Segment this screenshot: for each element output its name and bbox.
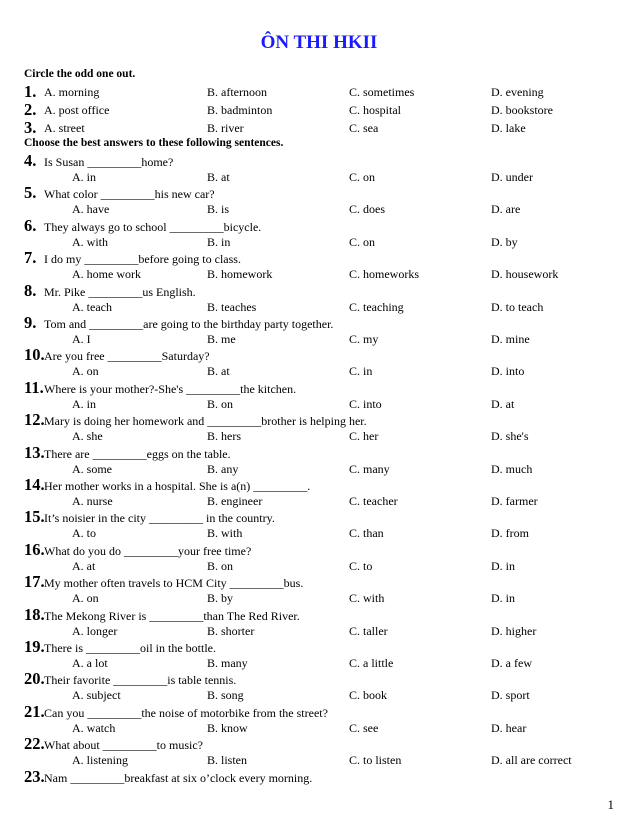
answer-option[interactable]: B. at (207, 170, 230, 184)
question-row (24, 669, 236, 689)
answer-option[interactable]: A. watch (72, 720, 116, 735)
question-number-text: 2. (24, 100, 37, 119)
question-row (24, 216, 261, 236)
answer-option[interactable]: D. hear (491, 720, 527, 735)
question-number: 11. (24, 377, 44, 397)
answer-option[interactable]: A. longer (72, 623, 118, 638)
answer-option[interactable]: C. than (349, 526, 384, 541)
question-number: 14. (24, 475, 45, 494)
question-row (24, 572, 303, 592)
answer-option[interactable]: A. she (72, 429, 103, 444)
answer-option[interactable]: B. song (207, 688, 244, 703)
answer-option[interactable]: A. listening (72, 753, 128, 768)
answer-option[interactable]: A. on (72, 364, 99, 379)
answer-option[interactable]: C. hospital (349, 103, 402, 117)
question-text: Tom and _________are going to the birthday party together. (44, 317, 334, 331)
question-number: 20. (24, 669, 45, 689)
answer-option[interactable]: D. in (491, 591, 515, 606)
answer-option[interactable]: B. any (207, 461, 239, 476)
answer-option[interactable]: C. a little (349, 656, 394, 670)
answer-option[interactable]: C. does (349, 202, 385, 217)
question-row (24, 605, 300, 625)
question-row (24, 248, 241, 268)
answer-option[interactable]: A. subject (72, 688, 121, 703)
answer-option[interactable]: A. post office (44, 103, 110, 117)
answer-option[interactable]: D. by (491, 234, 518, 249)
answer-option[interactable]: B. with (207, 526, 243, 541)
question-row (24, 410, 367, 430)
question-row (24, 378, 296, 398)
question-number: 5. (24, 183, 37, 203)
answer-option[interactable]: B. engineer (207, 494, 263, 508)
answer-option[interactable]: A. nurse (72, 494, 113, 508)
question-text: What about _________to music? (44, 738, 203, 753)
question-number: 13. (24, 442, 45, 462)
answer-option[interactable]: C. with (349, 591, 385, 606)
question-text: What color _________his new car? (44, 187, 215, 202)
answer-option[interactable]: B. by (207, 591, 234, 606)
answer-option[interactable]: D. in (491, 558, 515, 573)
question-row (24, 475, 310, 495)
answer-option[interactable]: C. sea (349, 121, 379, 135)
question-row (24, 345, 210, 365)
answer-option[interactable]: C. sometimes (349, 85, 415, 99)
answer-option[interactable]: C. to listen (349, 753, 402, 768)
question-text: Mr. Pike _________us English. (44, 284, 196, 299)
answer-option[interactable]: C. my (349, 332, 379, 346)
question-text: I do my _________before going to class. (44, 252, 241, 267)
question-text: There are _________eggs on the table. (44, 446, 231, 461)
answer-option[interactable]: C. many (349, 461, 390, 476)
answer-option[interactable]: D. are (491, 202, 521, 217)
answer-option[interactable]: B. know (207, 720, 248, 735)
answer-option[interactable]: B. on (207, 396, 234, 411)
answer-option[interactable]: A. on (72, 591, 99, 606)
question-number-text: 3. (24, 118, 37, 137)
answer-option[interactable]: B. many (207, 656, 248, 670)
question-text: It’s noisier in the city _________ in the country. (44, 511, 275, 526)
question-number: 21. (24, 701, 45, 721)
section-heading-best-answers: Choose the best answers to these following sentences. (24, 137, 284, 149)
question-number-text: 1. (24, 82, 37, 101)
question-number: 18. (24, 604, 45, 624)
answer-option[interactable]: C. to (349, 558, 373, 573)
answer-option[interactable]: B. afternoon (207, 85, 267, 99)
answer-option[interactable]: D. from (491, 526, 529, 541)
answer-option[interactable]: C. see (349, 720, 379, 735)
question-text: Where is your mother?-She's _________the kitchen. (44, 381, 297, 396)
question-number (24, 118, 44, 138)
answer-option[interactable]: D. at (491, 396, 515, 411)
question-row (24, 281, 196, 301)
question-number: 6. (24, 215, 37, 235)
answer-option[interactable]: A. street (44, 121, 85, 135)
question-number: 23. (24, 766, 45, 786)
answer-option[interactable]: D. bookstore (491, 103, 553, 117)
question-number: 12. (24, 410, 45, 430)
question-text: The Mekong River is _________than The Red River. (44, 608, 300, 623)
answer-option[interactable]: D. evening (491, 85, 544, 99)
question-number: 10. (24, 345, 45, 365)
answer-option[interactable]: C. book (349, 688, 388, 703)
question-row (24, 183, 215, 203)
answer-option[interactable]: A. home work (72, 267, 141, 282)
question-text: Their favorite _________is table tennis. (44, 673, 237, 688)
question-row (24, 151, 173, 171)
answer-option[interactable]: D. mine (491, 332, 530, 346)
question-text: Her mother works in a hospital. She is a(n) _________. (44, 479, 311, 493)
answer-option[interactable]: D. much (491, 461, 533, 476)
answer-option[interactable]: A. have (72, 202, 110, 217)
answer-option[interactable]: B. on (207, 558, 234, 573)
question-text: Mary is doing her homework and _________brother is helping her. (44, 414, 367, 429)
question-number (24, 100, 44, 120)
answer-option[interactable]: D. higher (491, 623, 537, 638)
answer-option[interactable]: B. hers (207, 429, 241, 444)
answer-option[interactable]: C. teaching (349, 299, 404, 314)
question-number: 16. (24, 539, 45, 559)
question-text: Is Susan _________home? (44, 155, 174, 169)
question-number: 15. (24, 507, 45, 527)
answer-option[interactable]: C. into (349, 396, 382, 411)
page-number: 1 (607, 797, 614, 812)
question-text: Are you free _________Saturday? (44, 349, 210, 364)
answer-option[interactable]: B. me (207, 332, 236, 346)
answer-option[interactable]: A. in (72, 396, 96, 411)
question-number: 9. (24, 313, 37, 332)
answer-option[interactable]: A. a lot (72, 656, 108, 670)
question-number: 22. (24, 734, 45, 754)
question-row (24, 507, 275, 527)
question-number: 7. (24, 248, 37, 268)
answer-option[interactable]: A. at (72, 558, 96, 573)
question-text: They always go to school _________bicycle. (44, 219, 262, 234)
question-row (24, 734, 203, 754)
answer-option[interactable]: B. river (207, 121, 244, 135)
question-number: 19. (24, 637, 45, 656)
question-row (24, 540, 251, 560)
answer-option[interactable]: C. on (349, 234, 376, 249)
question-text: My mother often travels to HCM City _________bus. (44, 576, 304, 591)
answer-option[interactable]: A. I (72, 332, 91, 346)
answer-option[interactable]: D. housework (491, 267, 559, 282)
answer-option[interactable]: C. homeworks (349, 267, 419, 282)
answer-option[interactable]: B. is (207, 202, 230, 217)
answer-option[interactable]: C. on (349, 170, 376, 184)
question-row (24, 637, 216, 657)
answer-option[interactable]: C. teacher (349, 494, 398, 508)
answer-option[interactable]: D. all are correct (491, 753, 572, 768)
answer-option[interactable]: A. teach (72, 299, 112, 314)
answer-option[interactable]: D. she's (491, 429, 529, 444)
answer-option[interactable]: C. her (349, 429, 379, 444)
answer-option[interactable]: A. in (72, 170, 96, 184)
answer-option[interactable]: C. in (349, 364, 373, 379)
answer-option[interactable]: D. farmer (491, 494, 538, 508)
question-number (24, 82, 44, 102)
answer-option[interactable]: B. badminton (207, 103, 273, 117)
question-row (24, 767, 312, 787)
answer-option[interactable]: B. shorter (207, 623, 255, 638)
answer-option[interactable]: A. morning (44, 85, 100, 99)
question-number: 17. (24, 572, 45, 592)
answer-option[interactable]: D. a few (491, 656, 532, 670)
answer-option[interactable]: B. listen (207, 753, 248, 768)
answer-option[interactable]: B. in (207, 234, 231, 249)
answer-option[interactable]: D. to teach (491, 299, 544, 314)
answer-option[interactable]: D. under (491, 170, 533, 184)
answer-option[interactable]: A. to (72, 526, 96, 541)
answer-option[interactable]: C. taller (349, 623, 388, 638)
question-text: There is _________oil in the bottle. (44, 641, 216, 655)
question-number: 8. (24, 280, 37, 300)
answer-option[interactable]: A. with (72, 234, 108, 249)
question-row (24, 702, 328, 722)
question-number: 4. (24, 151, 37, 170)
answer-option[interactable]: B. at (207, 364, 230, 379)
answer-option[interactable]: B. teaches (207, 299, 257, 314)
page-title: ÔN THI HKII (260, 32, 378, 53)
answer-option[interactable]: B. homework (207, 267, 273, 282)
answer-option[interactable]: D. lake (491, 121, 526, 135)
question-row (24, 443, 231, 463)
question-text: What do you do _________your free time? (44, 543, 252, 558)
answer-option[interactable]: D. into (491, 364, 525, 379)
section-heading-odd-one-out: Circle the odd one out. (24, 68, 136, 80)
answer-option[interactable]: D. sport (491, 688, 530, 703)
answer-option[interactable]: A. some (72, 461, 112, 476)
question-text: Can you _________the noise of motorbike from the street? (44, 705, 328, 720)
question-text: Nam _________breakfast at six o’clock every morning. (44, 770, 313, 785)
question-row (24, 313, 333, 333)
